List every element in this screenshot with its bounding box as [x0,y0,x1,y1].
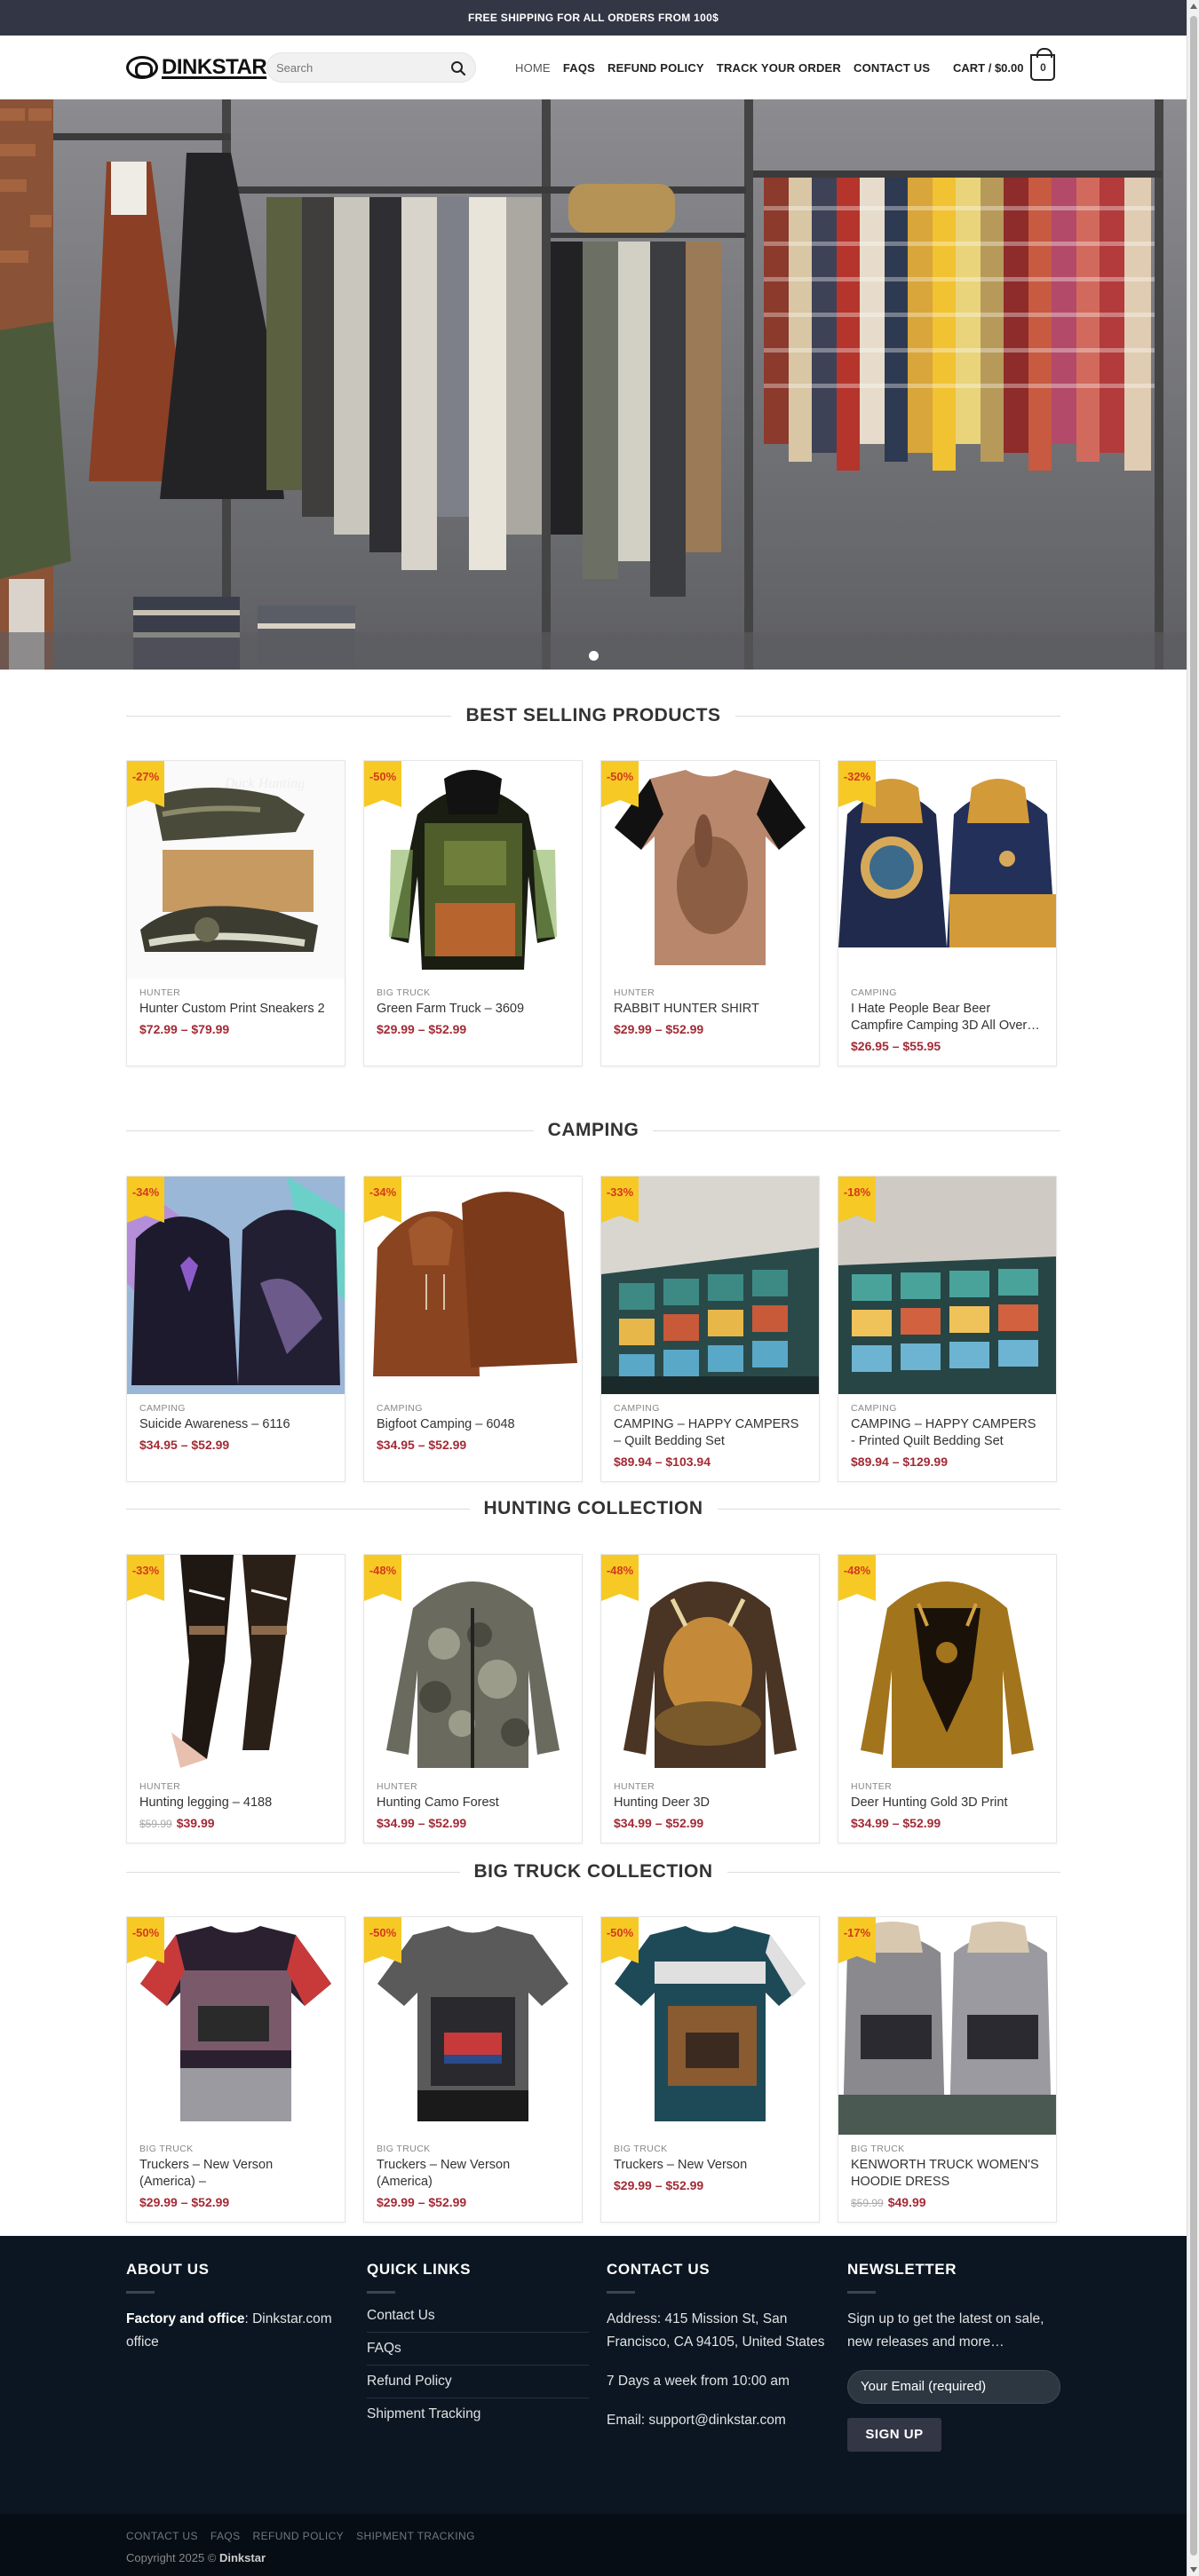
price-range: $29.99 – $52.99 [614,1022,704,1036]
divider [718,1509,1061,1510]
discount-badge: -34% [364,1177,401,1216]
logo-icon [126,56,158,79]
discount-badge: -48% [364,1555,401,1594]
newsletter-text: Sign up to get the latest on sale, new releases and more… [847,2311,1044,2350]
contact-address: Address: 415 Mission St, San Francisco, CA 94105, United States [607,2311,825,2350]
product-name[interactable]: Deer Hunting Gold 3D Print [851,1795,1008,1810]
product-category[interactable]: CAMPING [851,987,897,998]
discount-badge: -17% [838,1917,876,1956]
product-grid-big-truck [126,1916,1060,2223]
product-price [139,1816,332,1830]
contact-hours: 7 Days a week from 10:00 am [607,2374,790,2389]
promo-text: FREE SHIPPING FOR ALL ORDERS FROM 100$ [467,12,719,24]
page-scrollbar[interactable] [1187,0,1199,2576]
section-heading: BIG TRUCK COLLECTION [473,1861,713,1882]
footer-link-refund[interactable]: Refund Policy [367,2366,589,2398]
divider [126,1509,470,1510]
price-range: $29.99 – $52.99 [377,1022,467,1036]
product-image[interactable] [364,1177,582,1394]
discount-badge: -50% [601,761,639,800]
bottom-link-tracking[interactable]: SHIPMENT TRACKING [356,2530,475,2542]
product-name[interactable]: I Hate People Bear Beer Campfire Camping 3D All Over… [851,1002,1040,1033]
product-category[interactable]: HUNTER [377,1781,418,1792]
divider [607,2291,635,2294]
discount-badge: -18% [838,1177,876,1216]
product-image[interactable] [364,1917,582,2135]
product-image[interactable] [838,1917,1056,2135]
product-category[interactable]: CAMPING [139,1403,186,1414]
discount-badge: -50% [364,761,401,800]
search-icon[interactable] [450,60,466,76]
bottom-link-faqs[interactable]: FAQS [210,2530,241,2542]
signup-button[interactable]: SIGN UP [847,2418,941,2452]
price-range: $34.99 – $52.99 [851,1816,941,1830]
price-range: $89.94 – $103.94 [614,1454,711,1469]
section-title-camping [126,1117,1060,1144]
footer-link-tracking[interactable]: Shipment Tracking [367,2406,481,2421]
product-image[interactable] [601,1917,819,2135]
copyright-text: Copyright 2025 © [126,2551,217,2564]
product-image[interactable] [127,1177,345,1394]
product-card[interactable] [600,760,820,1066]
bottom-link-refund[interactable]: REFUND POLICY [252,2530,345,2542]
product-price [139,2195,332,2209]
product-card[interactable] [838,1916,1057,2223]
nav-track-order[interactable]: TRACK YOUR ORDER [716,60,841,75]
product-name[interactable]: RABBIT HUNTER SHIRT [614,1002,759,1016]
scrollbar-thumb[interactable] [1190,16,1197,2556]
discount-badge: -48% [838,1555,876,1594]
product-price [377,1022,569,1036]
product-card[interactable] [126,1176,345,1482]
nav-faqs[interactable]: FAQS [562,60,596,75]
discount-badge: -48% [601,1555,639,1594]
product-name[interactable]: Hunter Custom Print Sneakers 2 [139,1002,325,1016]
footer-heading: NEWSLETTER [847,2261,957,2278]
product-card[interactable] [838,1554,1057,1843]
hero-slider[interactable] [0,99,1187,670]
product-name[interactable]: Green Farm Truck – 3609 [377,1002,525,1016]
product-price [851,2195,1044,2209]
product-name[interactable]: Hunting Camo Forest [377,1795,499,1810]
cart-icon [1030,54,1055,81]
product-name[interactable]: Suicide Awareness – 6116 [139,1417,290,1431]
promo-bar [0,0,1187,36]
price-range: $34.99 – $52.99 [377,1816,467,1830]
product-name[interactable]: Hunting Deer 3D [614,1795,710,1810]
product-image[interactable] [838,1555,1056,1772]
discount-badge: -33% [127,1555,164,1594]
product-category[interactable]: HUNTER [614,1781,655,1792]
discount-badge: -50% [127,1917,164,1956]
footer-bottom-bar [0,2514,1187,2576]
product-category[interactable]: HUNTER [851,1781,893,1792]
cart-link[interactable] [953,36,1055,99]
scroll-up-icon[interactable] [1190,4,1197,9]
product-name[interactable]: Truckers – New Verson [614,2158,748,2172]
nav-refund-policy[interactable]: REFUND POLICY [607,60,704,75]
site-header [0,36,1187,99]
discount-badge: -27% [127,761,164,800]
divider [735,716,1060,717]
product-image[interactable] [127,761,345,979]
about-label: Factory and office [126,2311,245,2326]
discount-badge: -33% [601,1177,639,1216]
cart-total: CART / $0.00 [953,60,1024,75]
footer-contact [607,2261,829,2432]
divider [126,2291,155,2294]
price-range: $72.99 – $79.99 [139,1022,230,1036]
footer-quick-links [367,2261,589,2430]
footer-newsletter [847,2261,1069,2452]
divider [126,1130,534,1131]
product-price [614,1022,806,1036]
price-range: $29.99 – $52.99 [139,2195,230,2209]
product-card[interactable] [838,1176,1057,1482]
section-title-big-truck [126,1859,1060,1885]
product-image[interactable] [364,1555,582,1772]
sale-price: $49.99 [887,2195,926,2209]
section-heading: CAMPING [547,1120,639,1140]
product-grid-best-selling [126,760,1060,1066]
product-price [377,1816,569,1830]
product-card[interactable] [126,1916,345,2223]
product-image[interactable] [127,1555,345,1772]
product-card[interactable] [600,1916,820,2223]
slider-dot[interactable] [589,651,599,661]
product-name[interactable]: KENWORTH TRUCK WOMEN'S HOODIE DRESS [851,2158,1039,2189]
sale-price: $39.99 [176,1816,215,1830]
nav-contact-us[interactable]: CONTACT US [854,60,931,75]
scroll-down-icon[interactable] [1190,2567,1197,2572]
hero-image [0,99,1187,670]
product-name[interactable]: CAMPING – HAPPY CAMPERS – Quilt Bedding Set [614,1417,799,1448]
about-value: : Dinkstar.com office [126,2311,332,2350]
divider [126,716,451,717]
main-nav [515,36,930,99]
price-range: $26.95 – $55.95 [851,1039,941,1053]
footer-link-faqs[interactable]: FAQs [367,2333,589,2366]
logo-text: DINKSTAR [162,55,267,79]
product-category[interactable]: BIG TRUCK [614,2144,668,2154]
search-box [266,52,476,83]
product-image[interactable] [127,1917,345,2135]
product-category[interactable]: BIG TRUCK [377,987,431,998]
product-image[interactable] [838,761,1056,979]
discount-badge: -50% [364,1917,401,1956]
product-image[interactable] [601,761,819,979]
product-image[interactable] [601,1555,819,1772]
product-grid-camping [126,1176,1060,1482]
price-range: $34.95 – $52.99 [139,1438,230,1452]
section-heading: HUNTING COLLECTION [483,1498,703,1518]
product-name[interactable]: Truckers – New Verson (America) [377,2158,511,2189]
site-footer [0,2236,1187,2514]
old-price: $59.99 [851,2197,884,2209]
price-range: $34.95 – $52.99 [377,1438,467,1452]
divider [653,1130,1060,1131]
product-card[interactable] [363,1916,583,2223]
product-category[interactable]: HUNTER [139,987,181,998]
bottom-link-contact[interactable]: CONTACT US [126,2530,198,2542]
product-price [377,2195,569,2209]
slider-dots [0,651,1187,661]
product-card[interactable] [363,760,583,1066]
product-category[interactable]: CAMPING [851,1403,897,1414]
copyright-brand: Dinkstar [218,2551,266,2564]
product-card[interactable] [363,1554,583,1843]
product-card[interactable] [126,1554,345,1843]
copyright [126,2551,266,2564]
product-category[interactable]: CAMPING [614,1403,660,1414]
price-range: $89.94 – $129.99 [851,1454,948,1469]
product-name[interactable]: Truckers – New Verson (America) – [139,2158,274,2189]
search-input[interactable] [276,53,445,82]
product-price [139,1438,332,1452]
product-price [851,1454,1044,1469]
section-title-best-selling [126,702,1060,729]
product-price [614,1454,806,1469]
product-price [614,1816,806,1830]
product-card[interactable] [126,760,345,1066]
product-price [851,1039,1044,1053]
product-price [139,1022,332,1036]
nav-home[interactable]: HOME [515,60,551,75]
divider [367,2291,395,2294]
divider [126,1872,460,1873]
cart-count: 0 [1040,61,1046,74]
product-card[interactable] [363,1176,583,1482]
footer-link-contact[interactable]: Contact Us [367,2308,589,2333]
footer-heading: QUICK LINKS [367,2261,472,2278]
about-text [126,2308,348,2354]
svg-text:Duck Hunting: Duck Hunting [225,776,306,791]
product-card[interactable] [600,1176,820,1482]
product-category[interactable]: BIG TRUCK [851,2144,905,2154]
discount-badge: -32% [838,761,876,800]
product-category[interactable]: CAMPING [377,1403,423,1414]
product-category[interactable]: BIG TRUCK [139,2144,194,2154]
product-category[interactable]: BIG TRUCK [377,2144,431,2154]
old-price: $59.99 [139,1818,172,1830]
price-range: $29.99 – $52.99 [377,2195,467,2209]
newsletter-email-input[interactable]: Your Email (required) [847,2370,1060,2404]
footer-heading: ABOUT US [126,2261,210,2278]
product-price [377,1438,569,1452]
product-image[interactable] [601,1177,819,1394]
bottom-links [126,2530,475,2542]
product-name[interactable]: Hunting legging – 4188 [139,1795,273,1810]
discount-badge: -50% [601,1917,639,1956]
product-category[interactable]: HUNTER [139,1781,181,1792]
site-logo[interactable] [126,55,266,80]
divider [727,1872,1061,1873]
product-name[interactable]: Bigfoot Camping – 6048 [377,1417,515,1431]
footer-heading: CONTACT US [607,2261,711,2278]
product-image[interactable] [838,1177,1056,1394]
product-name[interactable]: CAMPING – HAPPY CAMPERS - Printed Quilt Bedding Set [851,1417,1036,1448]
product-card[interactable] [838,760,1057,1066]
section-heading: BEST SELLING PRODUCTS [465,705,721,725]
discount-badge: -34% [127,1177,164,1216]
footer-about [126,2261,348,2354]
section-title-hunting [126,1495,1060,1522]
product-grid-hunting [126,1554,1060,1843]
quick-links-list [367,2308,589,2430]
price-range: $29.99 – $52.99 [614,2178,704,2192]
product-card[interactable] [600,1554,820,1843]
divider [847,2291,876,2294]
price-range: $34.99 – $52.99 [614,1816,704,1830]
product-price [614,2178,806,2192]
product-price [851,1816,1044,1830]
product-image[interactable] [364,761,582,979]
contact-email[interactable]: Email: support@dinkstar.com [607,2413,786,2428]
product-category[interactable]: HUNTER [614,987,655,998]
